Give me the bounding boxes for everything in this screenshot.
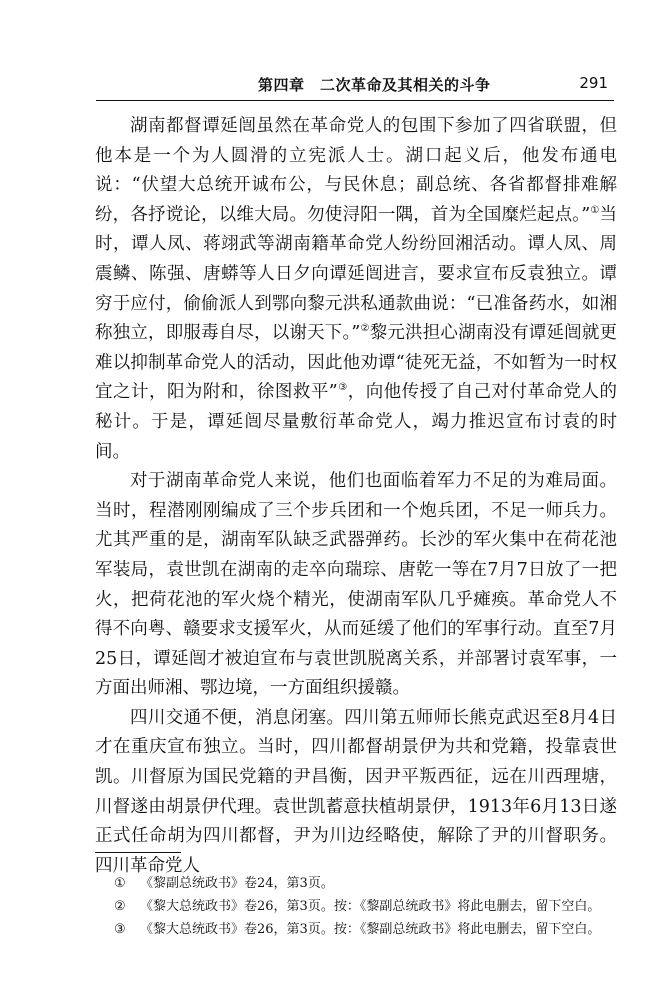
paragraph-text: 黎元洪担心湖南没有谭延闿就更难以抑制革命党人的活动，因此他劝谭“徒死无益，不如暂为一时权宜之计，阳为附和，徐图救平” bbox=[95, 323, 617, 403]
page-number: 291 bbox=[579, 74, 608, 92]
footnote-text: 《黎副总统政书》卷24，第3页。 bbox=[140, 876, 334, 891]
paragraph-text: 当时，谭人凤、蒋翊武等湖南籍革命党人纷纷回湘活动。谭人凤、周震鳞、陈强、唐蟒等人日夕向谭延闿进言，要求宣布反袁独立。谭穷于应付，偷偷派人到鄂向黎元洪私通款曲说：“已准备药水，如湘称独立，即服毒自尽，以谢天下。” bbox=[95, 204, 617, 344]
paragraph-sichuan bbox=[95, 704, 617, 882]
paragraph-text: ，向他传授了自己对付革命党人的秘计。于是，谭延闿尽量敷衍革命党人，竭力推迟宣布讨袁的时间。 bbox=[95, 382, 617, 462]
footnote-ref-3: ③ bbox=[337, 382, 348, 394]
footnotes bbox=[114, 872, 624, 941]
footnote-3 bbox=[114, 918, 624, 941]
footnote-text: 《黎大总统政书》卷26，第3页。按：《黎副总统政书》将此电删去，留下空白。 bbox=[140, 899, 601, 914]
body-text bbox=[95, 112, 617, 881]
footnote-2 bbox=[114, 895, 624, 918]
footnote-1 bbox=[114, 872, 624, 895]
chapter-title: 第四章 二次革命及其相关的斗争 bbox=[258, 76, 491, 94]
paragraph-hunan-tan bbox=[95, 112, 617, 467]
footnote-mark: ① bbox=[114, 876, 126, 891]
footnote-ref-1: ① bbox=[590, 204, 600, 216]
paragraph-text: 对于湖南革命党人来说，他们也面临着军力不足的为难局面。当时，程潜刚刚编成了三个步兵团和一个炮兵团，不足一师兵力。尤其严重的是，湖南军队缺乏武器弹药。长沙的军火集中在荷花池军装局，袁世凯在湖南的走卒向瑞琮、唐乾一等在7月7日放了一把火，把荷花池的军火烧个精光，使湖南军队几乎瘫痪。革命党人不得不向粤、赣要求支援军火，从而延缓了他们的军事行动。直至7月25日，谭延闿才被迫宣布与袁世凯脱离关系，并部署讨袁军事，一方面出师湘、鄂边境，一方面组织援赣。 bbox=[95, 471, 617, 699]
paragraph-text: 湖南都督谭延闿虽然在革命党人的包围下参加了四省联盟，但他本是一个为人圆滑的立宪派人士。湖口起义后，他发布通电说：“伏望大总统开诚布公，与民休息；副总统、各省都督排难解纷，各抒谠论，以维大局。勿使浔阳一隅，首为全国糜烂起点。” bbox=[95, 116, 617, 225]
footnote-mark: ③ bbox=[114, 922, 126, 937]
running-header bbox=[96, 74, 616, 96]
footnote-ref-2: ② bbox=[360, 323, 370, 335]
footnote-mark: ② bbox=[114, 899, 126, 914]
footnote-rule bbox=[95, 852, 181, 853]
paragraph-hunan-military bbox=[95, 467, 617, 704]
footnote-text: 《黎大总统政书》卷26，第3页。按：《黎副总统政书》将此电删去，留下空白。 bbox=[140, 922, 601, 937]
paragraph-text: 四川交通不便，消息闭塞。四川第五师师长熊克武迟至8月4日才在重庆宣布独立。当时，四川都督胡景伊为共和党籍，投靠袁世凯。川督原为国民党籍的尹昌衡，因尹平叛西征，远在川西理塘，川督遂由胡景伊代理。袁世凯蓄意扶植胡景伊，1913年6月13日遂正式任命胡为四川都督，尹为川边经略使，解除了尹的川督职务。四川革命党人 bbox=[95, 707, 617, 876]
header-rule bbox=[96, 100, 614, 101]
